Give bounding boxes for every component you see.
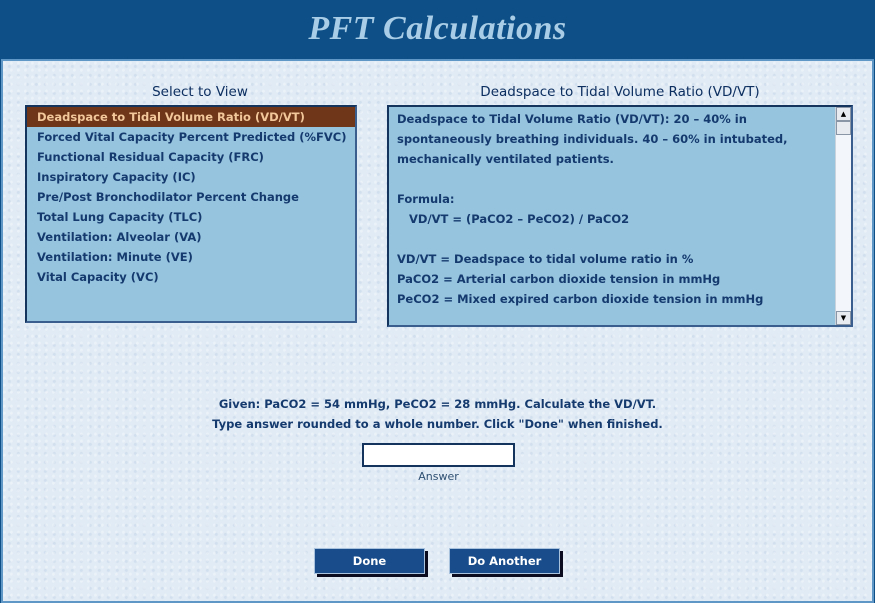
info-line xyxy=(397,169,827,189)
scroll-up-arrow-icon[interactable]: ▲ xyxy=(836,107,851,121)
list-item-ic[interactable]: Inspiratory Capacity (IC) xyxy=(37,170,196,184)
topic-listbox[interactable] xyxy=(25,105,357,323)
info-line: PaCO2 = Arterial carbon dioxide tension in mmHg xyxy=(397,272,721,286)
question-instruction: Type answer rounded to a whole number. Click "Done" when finished. xyxy=(212,417,663,431)
header-bar xyxy=(0,0,875,58)
info-line: Deadspace to Tidal Volume Ratio (VD/VT): 20 – 40% in xyxy=(397,112,747,126)
info-line: PeCO2 = Mixed expired carbon dioxide tension in mmHg xyxy=(397,292,764,306)
detail-heading: Deadspace to Tidal Volume Ratio (VD/VT) xyxy=(480,84,760,100)
info-line: Formula: xyxy=(397,192,455,206)
do-another-button[interactable]: Do Another xyxy=(449,548,560,574)
list-item-fvc[interactable]: Forced Vital Capacity Percent Predicted (%FVC) xyxy=(37,130,347,144)
list-item-vc[interactable]: Vital Capacity (VC) xyxy=(37,270,159,284)
select-heading: Select to View xyxy=(152,84,248,100)
vertical-scrollbar[interactable] xyxy=(835,107,851,325)
answer-label: Answer xyxy=(418,470,459,483)
info-line: VD/VT = Deadspace to tidal volume ratio in % xyxy=(397,252,694,266)
list-item-ve[interactable]: Ventilation: Minute (VE) xyxy=(37,250,193,264)
formula-line: VD/VT = (PaCO2 – PeCO2) / PaCO2 xyxy=(409,212,630,226)
info-textarea[interactable] xyxy=(387,105,853,327)
question-given: Given: PaCO2 = 54 mmHg, PeCO2 = 28 mmHg. Calculate the VD/VT. xyxy=(218,397,657,411)
done-button[interactable]: Done xyxy=(314,548,425,574)
list-item-vdvt[interactable]: Deadspace to Tidal Volume Ratio (VD/VT) xyxy=(27,107,355,127)
list-item-tlc[interactable]: Total Lung Capacity (TLC) xyxy=(37,210,203,224)
info-line: spontaneously breathing individuals. 40 – 60% in intubated, xyxy=(397,132,788,146)
list-item-frc[interactable]: Functional Residual Capacity (FRC) xyxy=(37,150,264,164)
scroll-thumb[interactable] xyxy=(836,121,851,135)
scroll-down-arrow-icon[interactable]: ▼ xyxy=(836,311,851,325)
info-content xyxy=(389,107,835,325)
list-item-bronchodilator[interactable]: Pre/Post Bronchodilator Percent Change xyxy=(37,190,299,204)
answer-input[interactable] xyxy=(362,443,515,467)
info-line: mechanically ventilated patients. xyxy=(397,152,614,166)
main-panel xyxy=(1,59,874,603)
list-item-va[interactable]: Ventilation: Alveolar (VA) xyxy=(37,230,202,244)
info-line xyxy=(397,229,827,249)
page-title: PFT Calculations xyxy=(308,10,567,47)
